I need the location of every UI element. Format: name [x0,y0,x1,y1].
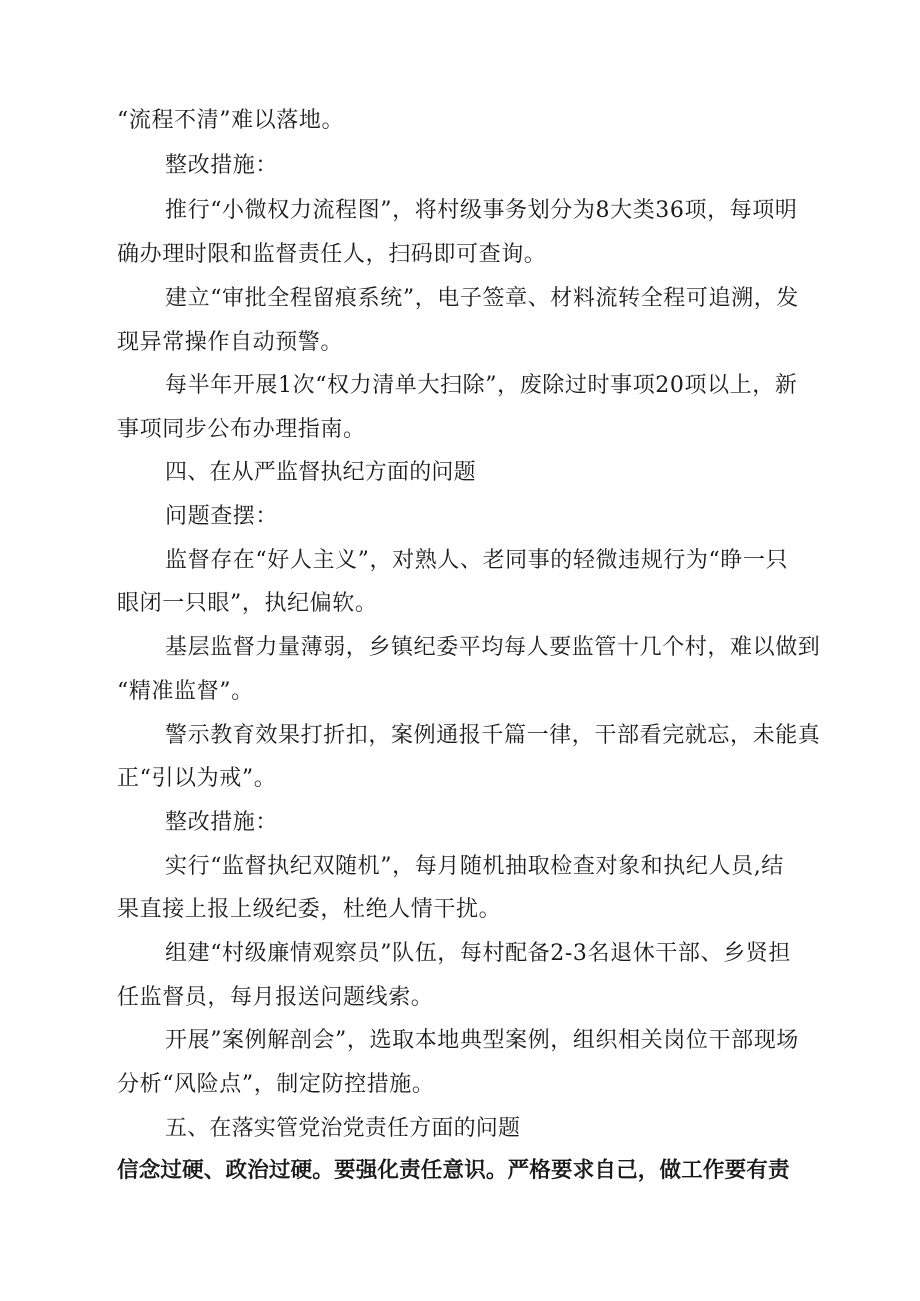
text-line: 分析“风险点”，制定防控措施。 [117,1072,435,1097]
text-line: 事项同步公布办理指南。 [117,417,366,442]
text-line: 开展”案例解剖会”，选取本地典型案例，组织相关岗位干部现场 [165,1028,799,1053]
text-line: “精准监督”。 [117,679,254,704]
text-line: 果直接上报上级纪委，杜绝人情干扰。 [117,897,502,922]
bold-text-line: 信念过硬、政治过硬。要强化责任意识。严格要求自己，做工作要有责 [117,1158,790,1183]
section-heading: 四、在从严监督执纪方面的问题 [165,460,476,485]
section-label: 问题查摆： [165,504,279,529]
text-line: “流程不清”难以落地。 [117,108,345,133]
text-line: 警示教育效果打折扣，案例通报千篇一律，干部看完就忘，未能真 [165,723,821,748]
section-label: 整改措施： [165,810,279,835]
text-line: 组建“村级廉情观察员”队伍，每村配备2-3名退休干部、乡贤担 [165,941,791,966]
text-line: 实行“监督执纪双随机”，每月随机抽取检查对象和执纪人员,结 [165,854,784,879]
text-line: 推行“小微权力流程图”，将村级事务划分为8大类36项，每项明 [165,198,798,223]
text-line: 基层监督力量薄弱，乡镇纪委平均每人要监管十几个村，难以做到 [165,635,821,660]
text-line: 确办理时限和监督责任人，扫码即可查询。 [117,242,547,267]
text-line: 眼闭一只眼”，执纪偏软。 [117,591,378,616]
text-line: 正“引以为戒”。 [117,766,277,791]
text-line: 现异常操作自动预警。 [117,330,344,355]
text-line: 任监督员，每月报送问题线索。 [117,985,434,1010]
text-line: 建立“审批全程留痕系统”，电子签章、材料流转全程可追溯，发 [165,286,799,311]
text-line: 监督存在“好人主义”，对熟人、老同事的轻微违规行为“睁一只 [165,548,789,573]
section-heading: 五、在落实管党治党责任方面的问题 [165,1116,521,1141]
section-label: 整改措施： [165,153,279,178]
text-line: 每半年开展1次“权力清单大扫除”，废除过时事项20项以上，新 [165,373,798,398]
